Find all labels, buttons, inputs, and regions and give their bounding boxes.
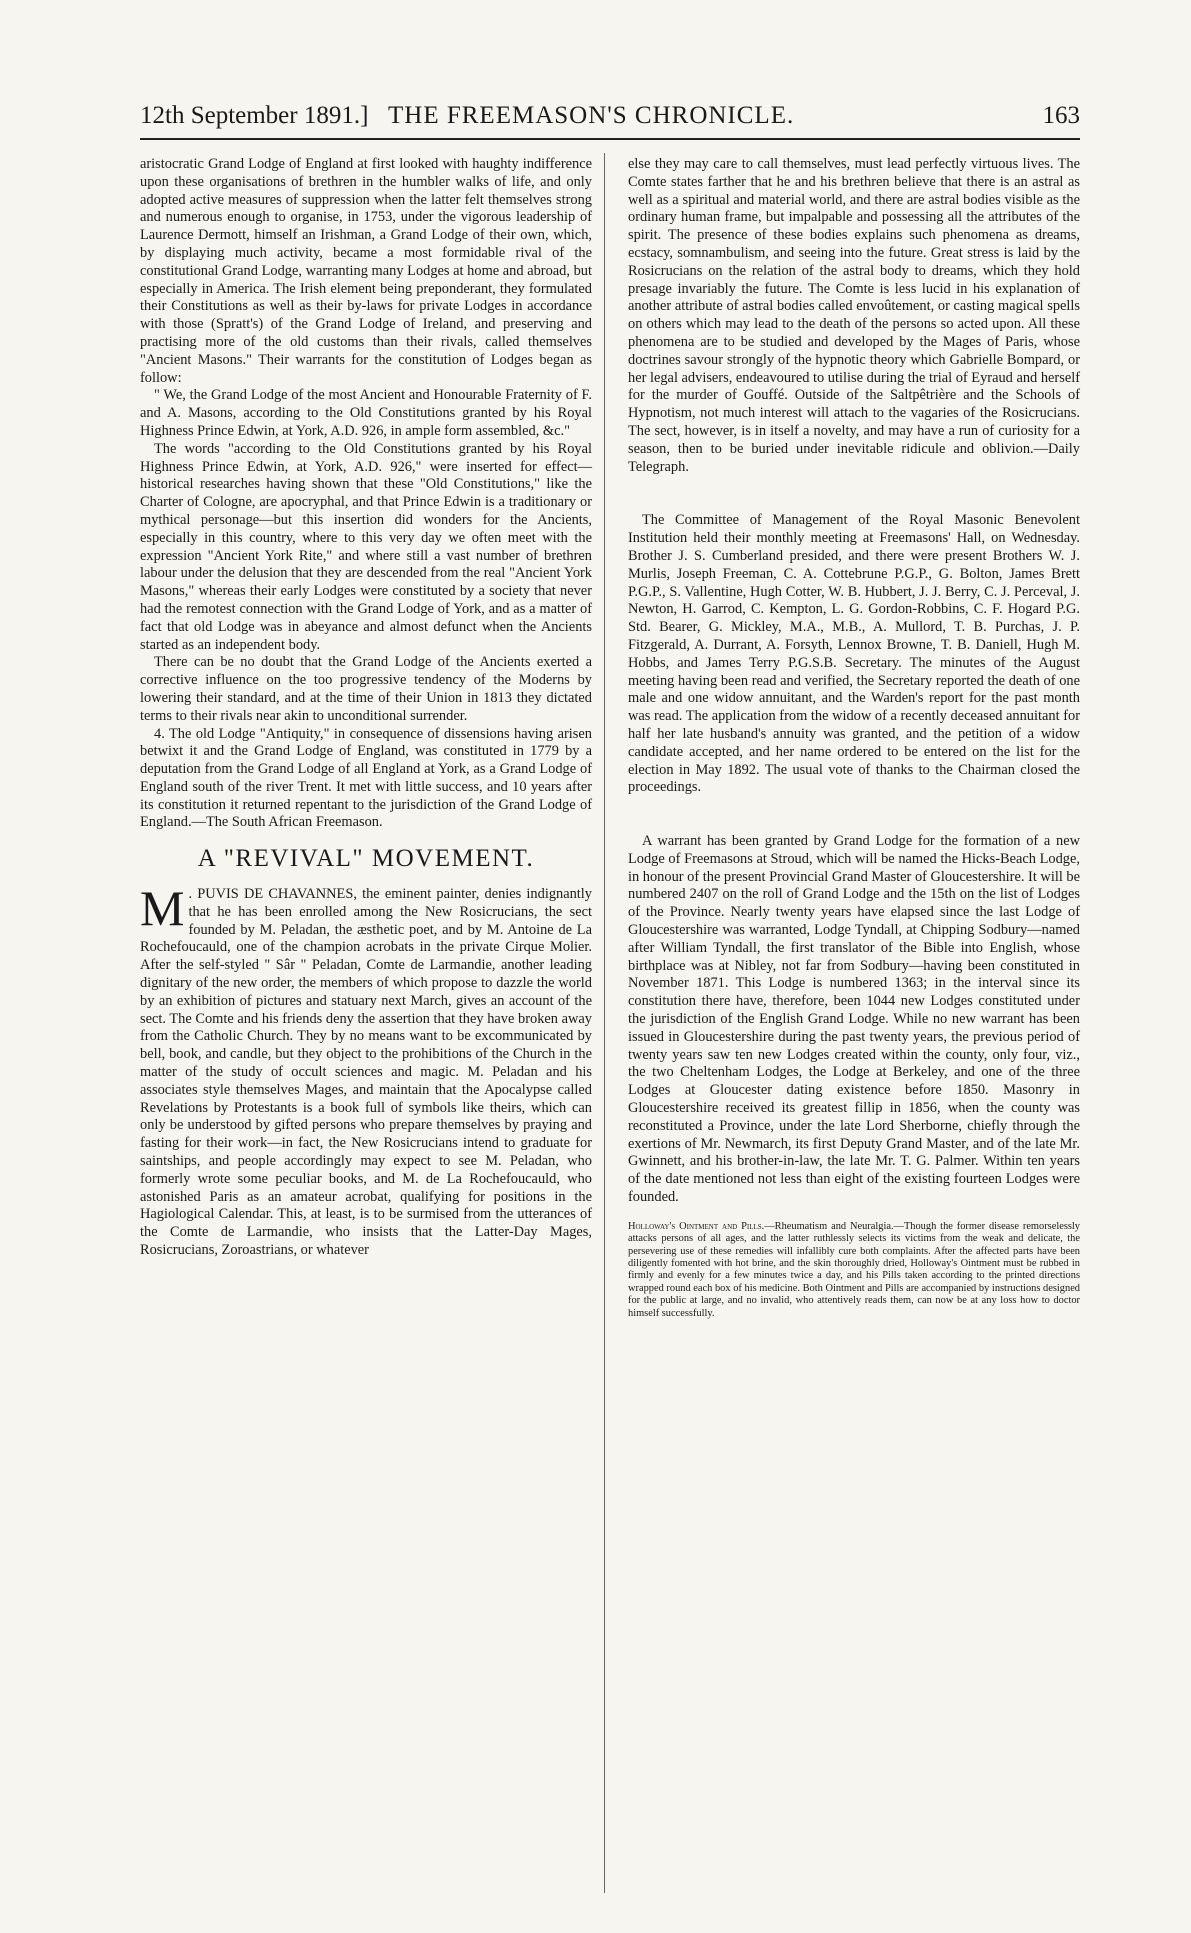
column-divider bbox=[604, 153, 605, 1893]
drop-cap: M bbox=[140, 880, 185, 937]
advertisement bbox=[628, 1221, 1080, 1320]
news-paragraph: The Committee of Management of the Royal Masonic Benevolent Institution held their monthly meeting at Freemasons' Hall, on Wednesday. Brother J. S. Cumberland presided, and there were present Brothers W. J. Murlis, Joseph Freeman, C. A. Cottebrune P.G.P., G. Bolton, James Brett P.G.P., S. Vallentine, Hugh Cotter, W. B. Hubbert, J. J. Berry, C. J. Perceval, J. Newton, H. Garrod, C. Kempton, L. G. Gordon-Robbins, C. F. Hogard P.G. Std. Bearer, G. Mickley, M.A., M.B., A. Mullord, T. B. Purchas, J. P. Fitzgerald, A. Durrant, A. Forsyth, Lennox Browne, T. B. Daniell, Hugh M. Hobbs, and James Terry P.G.S.B. Secretary. The minutes of the August meeting having been read and verified, the Secretary reported the death of one male and one widow annuitant, and the Warden's report for the past month was read. The application from the widow of a recently deceased annuitant for half her late husband's annuity was granted, and the petition of a widow candidate accepted, and her name ordered to be entered on the list for the election in May 1892. The usual vote of thanks to the Chairman closed the proceedings. bbox=[628, 512, 1080, 796]
page-header bbox=[140, 98, 1080, 140]
page-number: 163 bbox=[1042, 102, 1080, 129]
article-paragraph: The words "according to the Old Constitutions granted by his Royal Highness Prince Edwin, at York, A.D. 926," were inserted for effect—historical researches having shown that these "Old Constitutions," like the Charter of Cologne, are apocryphal, and that Prince Edwin is a traditionary or mythical personage—but this insertion did wonders for the Ancients, especially in this country, where to this very day we often meet with the expression "Ancient York Rite," and where still a vast number of brethren labour under the delusion that they are descended from the real "Ancient York Masons," whereas their early Lodges were constituted by a society that never had the remotest connection with the Grand Lodge of York, and as a matter of fact that old Lodge was in abeyance and almost defunct when the Ancients started as an independent body. bbox=[140, 440, 592, 653]
news-paragraph: A warrant has been granted by Grand Lodge for the formation of a new Lodge of Freemasons at Stroud, which will be named the Hicks-Beach Lodge, in honour of the present Provincial Grand Master of Gloucestershire. It will be numbered 2407 on the roll of Grand Lodge and the 15th on the list of Lodges of the Province. Nearly twenty years have elapsed since the last Lodge of Gloucestershire was warranted, Lodge Tyndall, at Chipping Sodbury—named after William Tyndall, the first translator of the Bible into English, whose birthplace was at Nibley, not far from Sodbury—having been constituted in November 1871. This Lodge is numbered 1363; in the interval since its constitution there have, therefore, been 1044 new Lodges constituted under the jurisdiction of the English Grand Lodge. While no new warrant has been issued in Gloucestershire during the past twenty years, the previous period of twenty years saw ten new Lodges created within the county, only four, viz., the two Cheltenham Lodges, the Lodge at Berkeley, and one of the three Lodges at Gloucester dating existence before 1850. Masonry in Gloucestershire received its greatest fillip in 1856, when the county was reconstituted a Province, under the late Lord Sherborne, chiefly through the exertions of Mr. Newmarch, its first Deputy Grand Master, and of the late Mr. Gwinnett, and his brother-in-law, the late Mr. T. G. Palmer. Within ten years of the date mentioned not less than eight of the existing fourteen Lodges were founded. bbox=[628, 833, 1080, 1206]
article-paragraph bbox=[140, 880, 592, 1260]
article-text: . PUVIS DE CHAVANNES, the eminent painter, denies indignantly that he has been enrolled among the New Rosicrucians, the sect founded by M. Peladan, the æsthetic poet, and by M. Antoine de La Rochefoucauld, one of the champion acrobats in the private Cirque Molier. After the self-styled " Sâr " Peladan, Comte de Larmandie, another leading dignitary of the new order, the members of which propose to dazzle the world by an exhibition of pictures and statuary next March, gives an account of the sect. The Comte and his friends deny the assertion that they have broken away from the Catholic Church. They by no means want to be excommunicated by bell, book, and candle, but they object to the prohibitions of the Church in the matter of the study of occult sciences and magic. M. Peladan and his associates style themselves Mages, and maintain that the Apocalypse called Revelations by Protestants is a book full of symbols like theirs, which can only be understood by gifted persons who prepare themselves by praying and fasting for their work—in fact, the New Rosicrucians intend to graduate for saintships, and people accordingly may expect to see M. Peladan, who formerly wrote some peculiar books, and M. de La Rochefoucauld, who astonished Paris as an amateur acrobat, qualifying for positions in the Hagiological Calendar. This, at least, is to be surmised from the utterances of the Comte de Larmandie, who insists that the Latter-Day Mages, Rosicrucians, Zoroastrians, or whatever bbox=[140, 886, 592, 1259]
ad-title: Holloway's Ointment and Pills. bbox=[628, 1220, 765, 1232]
quoted-warrant: " We, the Grand Lodge of the most Ancient and Honourable Fraternity of F. and A. Masons, according to the Old Constitutions granted by his Royal Highness Prince Edwin, at York, A.D. 926, in ample form assembled, &c." bbox=[140, 387, 592, 439]
left-column bbox=[140, 156, 592, 1260]
article-heading: A "REVIVAL" MOVEMENT. bbox=[197, 845, 535, 873]
ad-text: —Rheumatism and Neuralgia.—Though the former disease remorselessly attacks persons of all ages, and the latter ruthlessly selects its victims from the weak and delicate, the persevering use of these remedies will infallibly cure both complaints. After the affected parts have been diligently fomented with hot brine, and the skin thoroughly dried, Holloway's Ointment must be rubbed in firmly and evenly for a few minutes twice a day, and his Pills taken according to the printed directions wrapped round each box of his medicine. Both Ointment and Pills are accompanied by instructions designed for the public at large, and no invalid, who attentively reads them, can now be at any loss how to doctor himself successfully. bbox=[628, 1220, 1080, 1319]
issue-date: 12th September 1891.] bbox=[140, 102, 369, 129]
article-paragraph: aristocratic Grand Lodge of England at first looked with haughty indifference upon these organisations of brethren in the humbler walks of life, and only adopted active measures of suppression when the latter felt themselves strong and numerous enough to organise, in 1753, under the vigorous leadership of Laurence Dermott, himself an Irishman, a Grand Lodge of their own, which, by displaying much activity, became a most formidable rival of the constitutional Grand Lodge, warranting many Lodges at home and abroad, but especially in America. The Irish element being preponderant, they formulated their Constitutions as well as their by-laws for private Lodges in accordance with those (Spratt's) of the Grand Lodge of Ireland, and preserving and practising more of the old customs than their rivals, called themselves "Ancient Masons." Their warrants for the constitution of Lodges began as follow: bbox=[140, 156, 592, 386]
article-paragraph: There can be no doubt that the Grand Lodge of the Ancients exerted a corrective influence on the too progressive tendency of the Moderns by lowering their standard, and at the time of their Union in 1813 they dictated terms to their rivals near akin to unconditional surrender. bbox=[140, 654, 592, 724]
masthead-title: THE FREEMASON'S CHRONICLE. bbox=[388, 102, 795, 129]
right-column bbox=[628, 156, 1080, 1320]
article-paragraph: 4. The old Lodge "Antiquity," in consequence of dissensions having arisen betwixt it and the Grand Lodge of England, was constituted in 1779 by a deputation from the Grand Lodge of all England at York, as a Grand Lodge of England south of the river Trent. It met with little success, and 10 years after its constitution it returned repentant to the jurisdiction of the Grand Lodge of England.—The South African Freemason. bbox=[140, 725, 592, 831]
article-paragraph: else they may care to call themselves, must lead perfectly virtuous lives. The Comte states farther that he and his brethren believe that there is an astral as well as a spiritual and material world, and there are astral bodies visible as the ordinary human frame, but impalpable and possessing all the attributes of the spirit. The presence of these bodies explains such phenomena as dreams, ecstacy, somnambulism, and seeing into the future. Great stress is laid by the Rosicrucians on the relation of the astral body to dreams, which they hold presage invariably the future. The Comte is less lucid in his explanation of another attribute of astral bodies called envoûtement, or casting magical spells on others which may lead to the death of the persons so acted upon. All these phenomena are to be studied and developed by the Mages of Paris, whose doctrines savour strongly of the hypnotic theory which Gabrielle Bompard, or her legal advisers, endeavoured to utilise during the trial of Eyraud and herself for the murder of Gouffé. Outside of the Saltpêtrière and the Schools of Hypnotism, not much interest will attach to the vagaries of the Rosicrucians. The sect, however, is in itself a novelty, and may have a run of curiosity for a season, then to be buried under inevitable ridicule and oblivion.—Daily Telegraph. bbox=[628, 156, 1080, 475]
